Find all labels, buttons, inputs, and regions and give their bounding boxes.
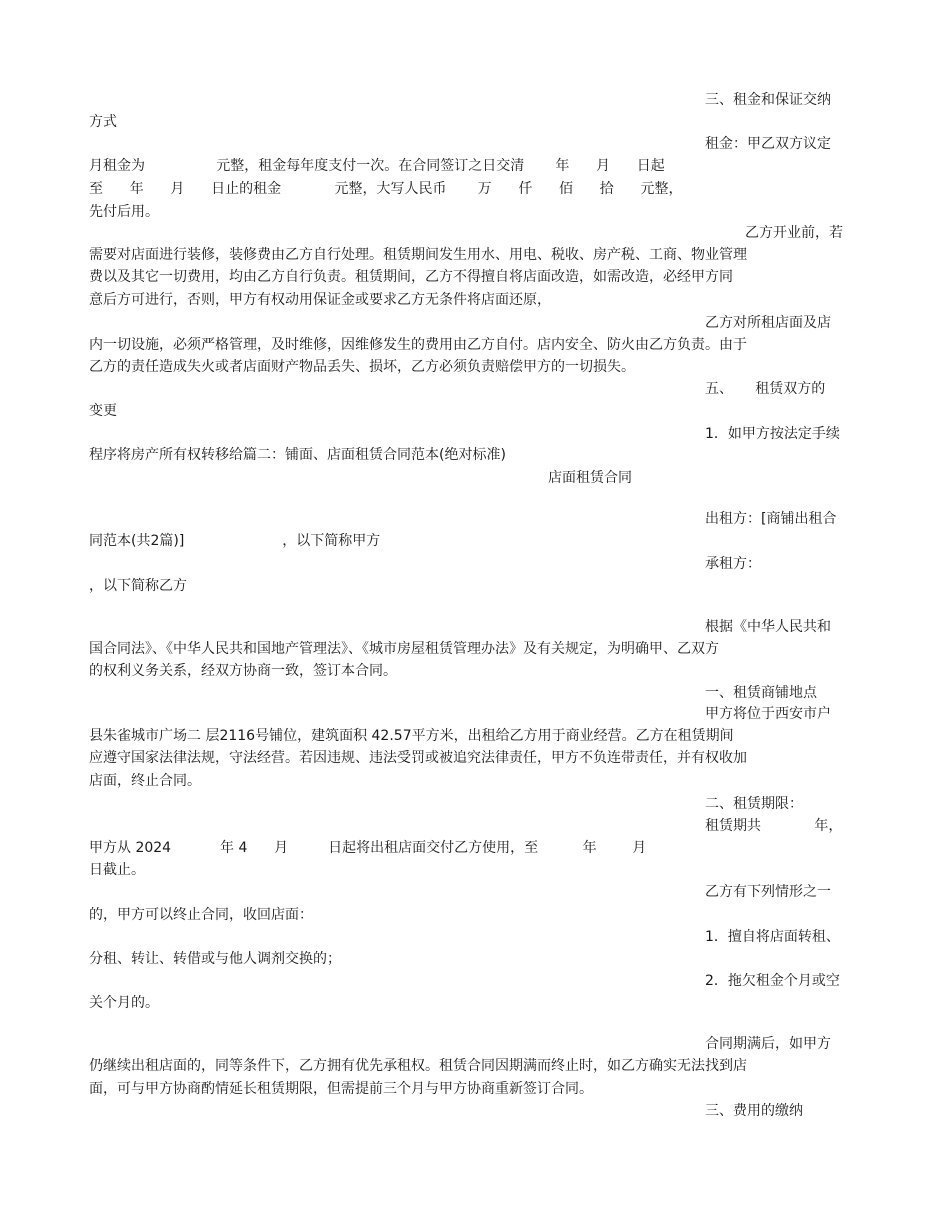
text-line: 面，可与甲方协商酌情延长租赁期限，但需提前三个月与甲方协商重新签订合同。: [89, 1081, 593, 1097]
text-line: 分租、转让、转借或与他人调剂交换的；: [89, 951, 341, 967]
section-heading: 二、租赁期限：: [705, 796, 803, 812]
document-title: 店面租赁合同: [548, 470, 632, 486]
text-line: 1．如甲方按法定手续: [705, 426, 840, 442]
text-line: 费以及其它一切费用，均由乙方自行负责。租赁期间，乙方不得擅自将店面改造，如需改造，必经甲方同: [89, 269, 733, 285]
text-line: 同范本(共2篇)] ，以下简称甲方: [89, 533, 381, 549]
text-line: 承租方：: [705, 556, 761, 572]
text-line: 1．擅自将店面转租、: [705, 929, 840, 945]
text-line: 应遵守国家法律法规，守法经营。若因违规、违法受罚或被追究法律责任，甲方不负连带责任，并有权收加: [89, 750, 747, 766]
text-line: 乙方对所租店面及店: [705, 315, 831, 331]
text-line: 乙方的责任造成失火或者店面财产物品丢失、损坏，乙方必须负责赔偿甲方的一切损失。: [89, 359, 635, 375]
text-line: 店面，终止合同。: [89, 773, 201, 789]
text-line: 月租金为 元整，租金每年度支付一次。在合同签订之日交清 年 月 日起: [89, 158, 665, 174]
text-line: 意后方可进行，否则，甲方有权动用保证金或要求乙方无条件将店面还原，: [89, 292, 551, 308]
text-line: 日截止。: [89, 862, 145, 878]
text-line: 租赁期共 年，: [705, 818, 843, 834]
text-line: 国合同法》、《中华人民共和国地产管理法》、《城市房屋租赁管理办法》及有关规定，为明确甲、乙双方: [89, 641, 719, 657]
text-line: 方式: [89, 114, 117, 130]
text-line: 出租方：[商铺出租合: [705, 511, 837, 527]
text-line: 合同期满后，如甲方: [705, 1036, 831, 1052]
text-line: 需要对店面进行装修，装修费由乙方自行处理。租赁期间发生用水、用电、税收、房产税、工商、物业管理: [89, 247, 747, 263]
text-line: 至 年 月 日止的租金 元整，大写人民币 万 仟 佰 拾 元整，: [89, 181, 683, 197]
text-line: 仍继续出租店面的，同等条件下，乙方拥有优先承租权。租赁合同因期满而终止时，如乙方确实无法找到店: [89, 1058, 747, 1074]
section-heading: 三、租金和保证交纳: [705, 92, 831, 108]
text-line: 程序将房产所有权转移给篇二：铺面、店面租赁合同范本(绝对标准): [89, 447, 506, 463]
text-line: 先付后用。: [89, 204, 159, 220]
text-line: 内一切设施，必须严格管理，及时维修，因维修发生的费用由乙方自付。店内安全、防火由乙方负责。由于: [89, 337, 747, 353]
text-line: 县朱雀城市广场二 层2116号铺位，建筑面积 42.57平方米，出租给乙方用于商业经营。乙方在租赁期间: [89, 728, 734, 744]
section-heading: 一、租赁商铺地点: [705, 685, 817, 701]
text-line: 租金：甲乙双方议定: [705, 136, 831, 152]
text-line: ，以下简称乙方: [89, 578, 187, 594]
section-heading: 五、 租赁双方的: [705, 381, 826, 397]
text-line: 乙方有下列情形之一: [705, 884, 831, 900]
text-line: 乙方开业前，若: [745, 225, 843, 241]
text-line: 变更: [89, 403, 117, 419]
text-line: 甲方将位于西安市户: [705, 706, 831, 722]
section-heading: 三、费用的缴纳: [705, 1103, 803, 1119]
text-line: 甲方从 2024 年 4 月 日起将出租店面交付乙方使用，至 年 月: [89, 840, 647, 856]
text-line: 关个月的。: [89, 995, 159, 1011]
text-line: 的，甲方可以终止合同，收回店面：: [89, 907, 313, 923]
text-line: 的权利义务关系，经双方协商一致，签订本合同。: [89, 663, 397, 679]
text-line: 根据《中华人民共和: [705, 619, 831, 635]
text-line: 2．拖欠租金个月或空: [705, 973, 840, 989]
